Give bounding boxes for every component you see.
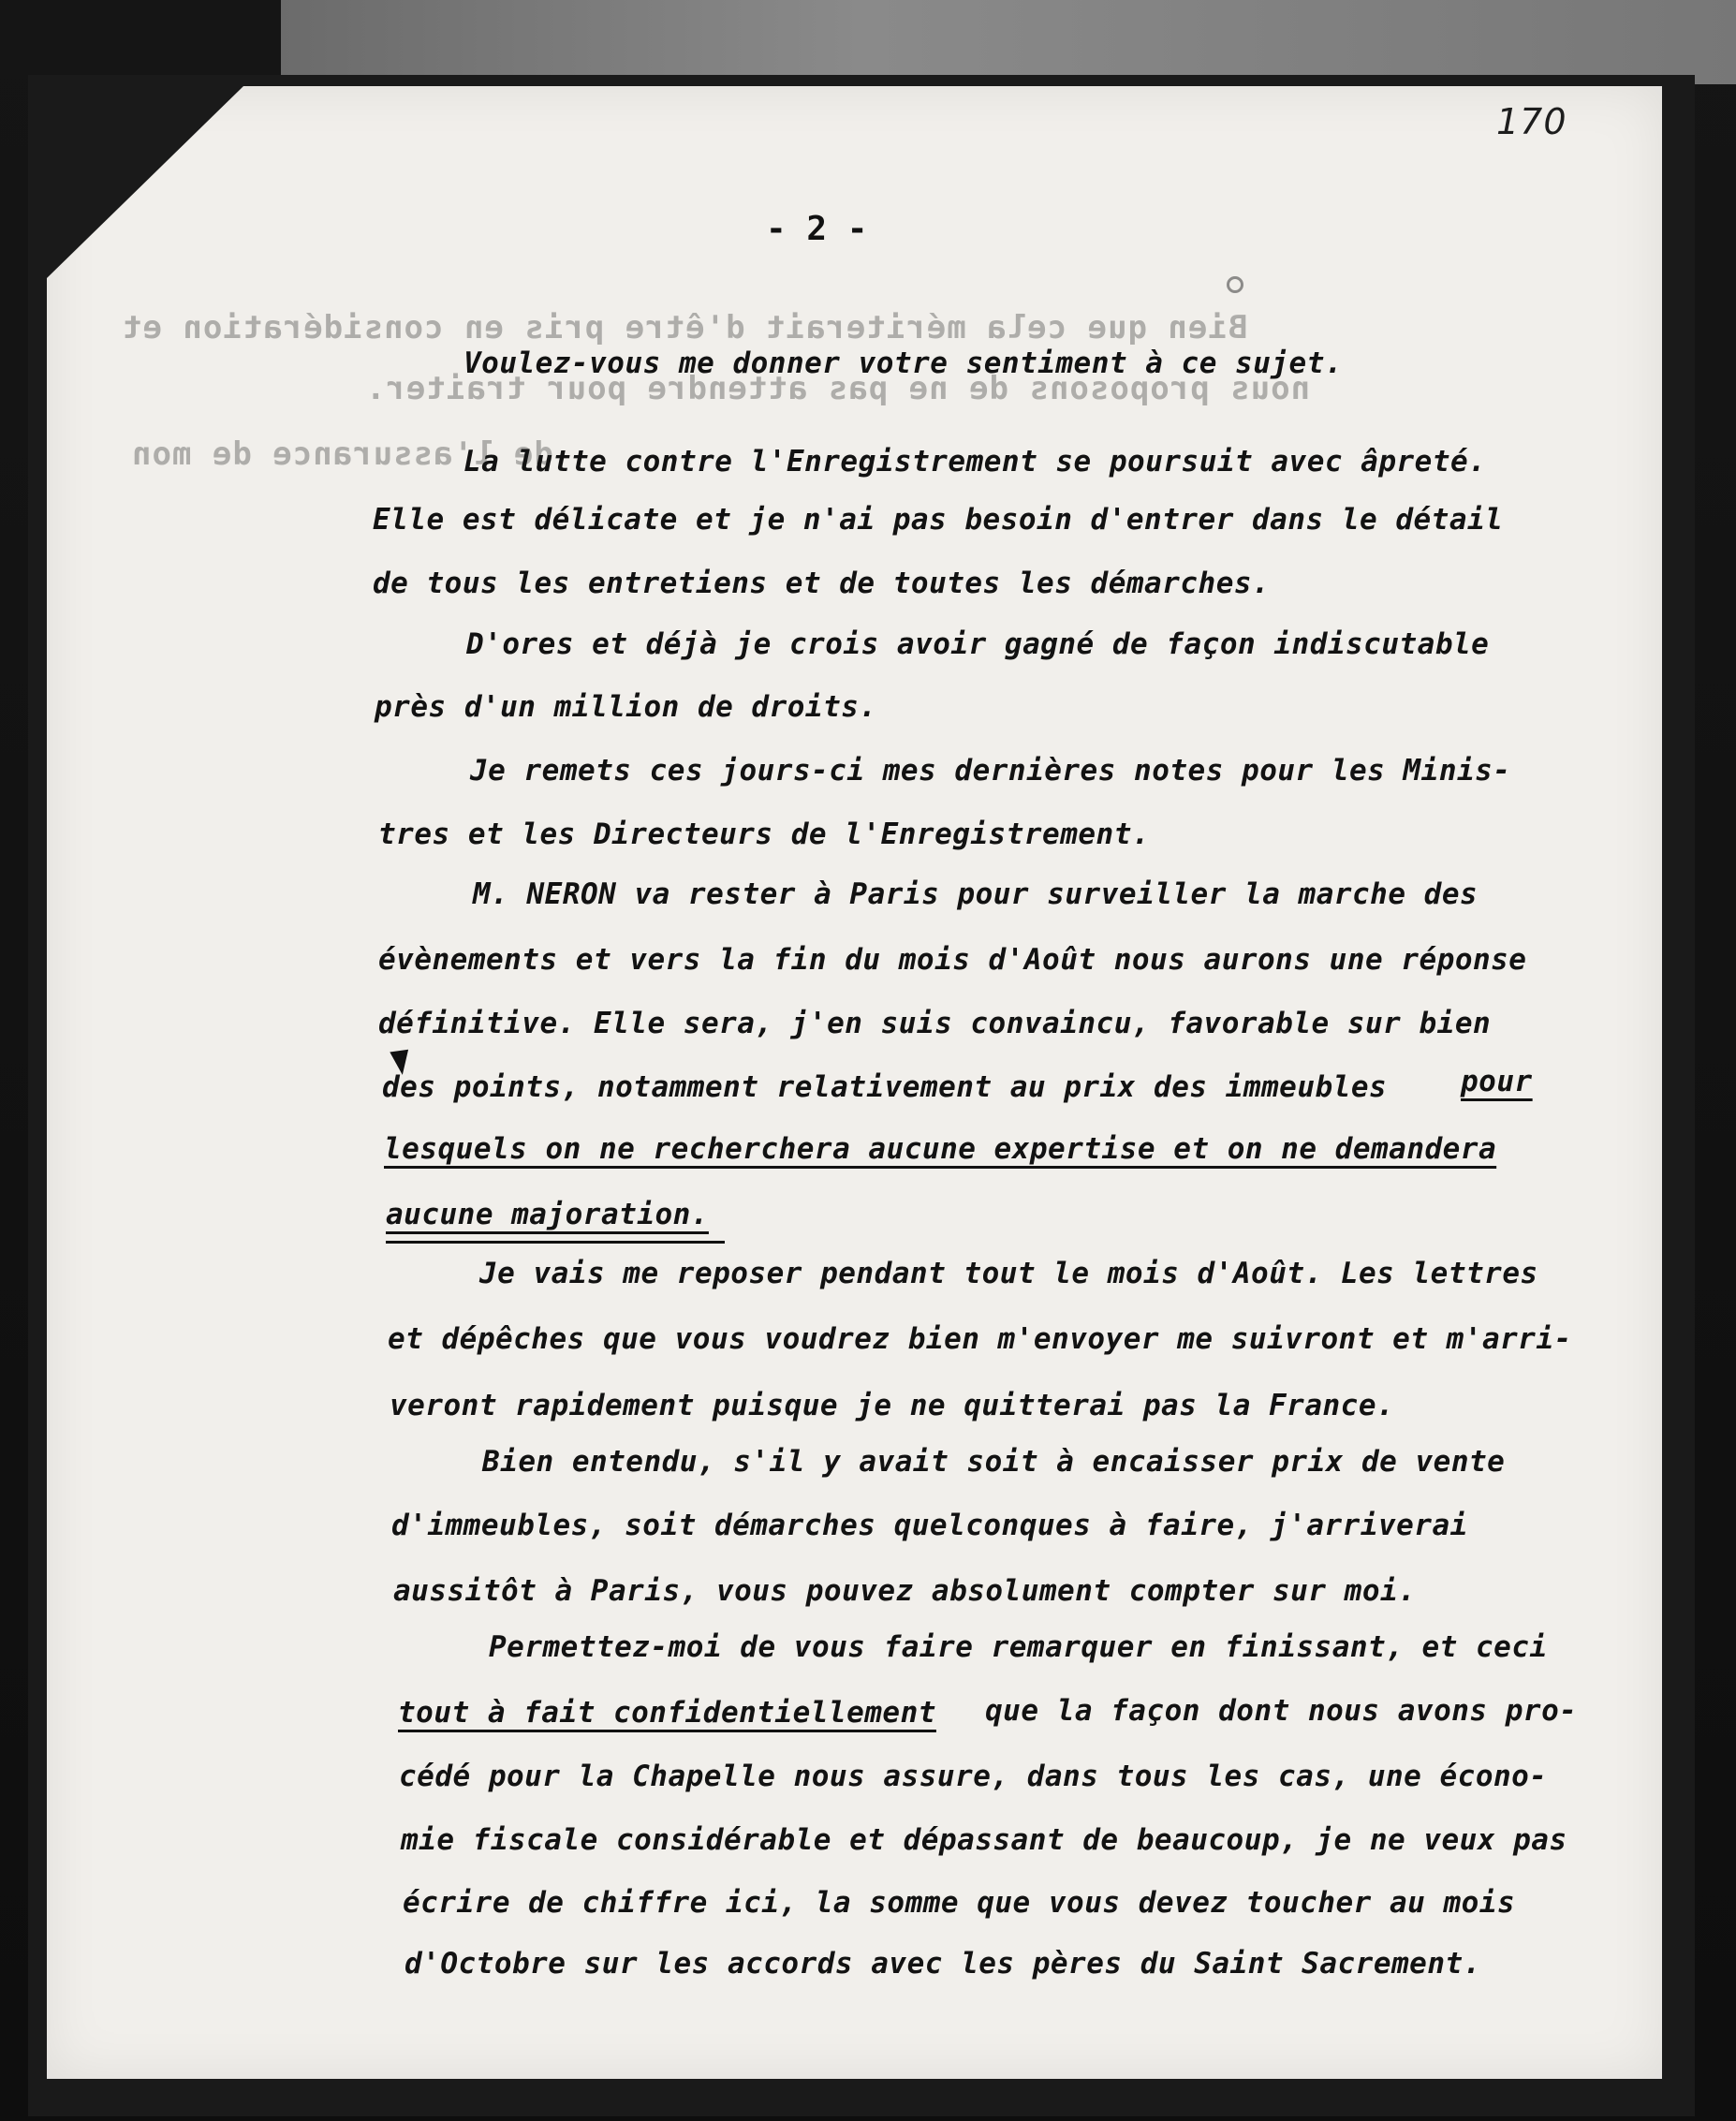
text-line: d'Octobre sur les accords avec les pères du Saint Sacrement. bbox=[405, 1947, 1481, 1981]
text-line: cédé pour la Chapelle nous assure, dans tous les cas, une écono- bbox=[399, 1760, 1548, 1793]
underline-rule bbox=[386, 1241, 725, 1244]
text-line: Elle est délicate et je n'ai pas besoin d'entrer dans le détail bbox=[373, 503, 1504, 537]
text-line: évènements et vers la fin du mois d'Août nous aurons une réponse bbox=[378, 943, 1527, 977]
bleed-through-text: Bien que cela mériterait d'être pris en considération et bbox=[122, 309, 1248, 346]
text-line: d'immeubles, soit démarches quelconques à faire, j'arriverai bbox=[391, 1509, 1468, 1542]
text-line: écrire de chiffre ici, la somme que vous devez toucher au mois bbox=[403, 1886, 1516, 1920]
text-line: aussitôt à Paris, vous pouvez absolument compter sur moi. bbox=[393, 1574, 1417, 1608]
bleed-through-text: nous proposons de ne pas attendre pour traiter. bbox=[365, 370, 1311, 407]
text-line: Je remets ces jours-ci mes dernières notes pour les Minis- bbox=[470, 754, 1511, 788]
bleed-through-text: de l'assurance de mon bbox=[131, 435, 553, 473]
underlined-text: tout à fait confidentiellement bbox=[398, 1696, 936, 1730]
underlined-text: lesquels on ne recherchera aucune expertise et on ne demandera bbox=[384, 1132, 1497, 1166]
text-line: Bien entendu, s'il y avait soit à encaisser prix de vente bbox=[482, 1445, 1506, 1479]
text-line: près d'un million de droits. bbox=[375, 690, 877, 724]
text-line: Permettez-moi de vous faire remarquer en finissant, et ceci bbox=[489, 1630, 1548, 1664]
text-line: La lutte contre l'Enregistrement se poursuit avec âpreté. bbox=[463, 445, 1487, 479]
text-line: Je vais me reposer pendant tout le mois d'Août. Les lettres bbox=[479, 1257, 1538, 1290]
text-line: Voulez-vous me donner votre sentiment à ce sujet. bbox=[463, 346, 1344, 380]
text-line: tres et les Directeurs de l'Enregistrement. bbox=[378, 817, 1151, 851]
underlined-text: pour bbox=[1461, 1065, 1533, 1098]
scanner-background bbox=[281, 0, 1736, 84]
text-line: de tous les entretiens et de toutes les démarches. bbox=[373, 567, 1271, 600]
text-line: D'ores et déjà je crois avoir gagné de façon indiscutable bbox=[466, 627, 1490, 661]
text-line: définitive. Elle sera, j'en suis convaincu, favorable sur bien bbox=[378, 1007, 1492, 1040]
underlined-text: aucune majoration. bbox=[386, 1198, 709, 1231]
text-line: mie fiscale considérable et dépassant de beaucoup, je ne veux pas bbox=[401, 1823, 1567, 1857]
text-line: M. NERON va rester à Paris pour surveiller la marche des bbox=[473, 877, 1479, 911]
folio-number: 170 bbox=[1496, 101, 1567, 142]
text-line: veront rapidement puisque je ne quitterai pas la France. bbox=[390, 1389, 1395, 1422]
page-number: - 2 - bbox=[766, 210, 868, 248]
ink-spot bbox=[1227, 276, 1243, 293]
text-line: que la façon dont nous avons pro- bbox=[985, 1694, 1578, 1728]
text-line: et dépêches que vous voudrez bien m'envoyer me suivront et m'arri- bbox=[388, 1322, 1572, 1356]
text-line: des points, notamment relativement au prix des immeubles bbox=[382, 1070, 1388, 1104]
